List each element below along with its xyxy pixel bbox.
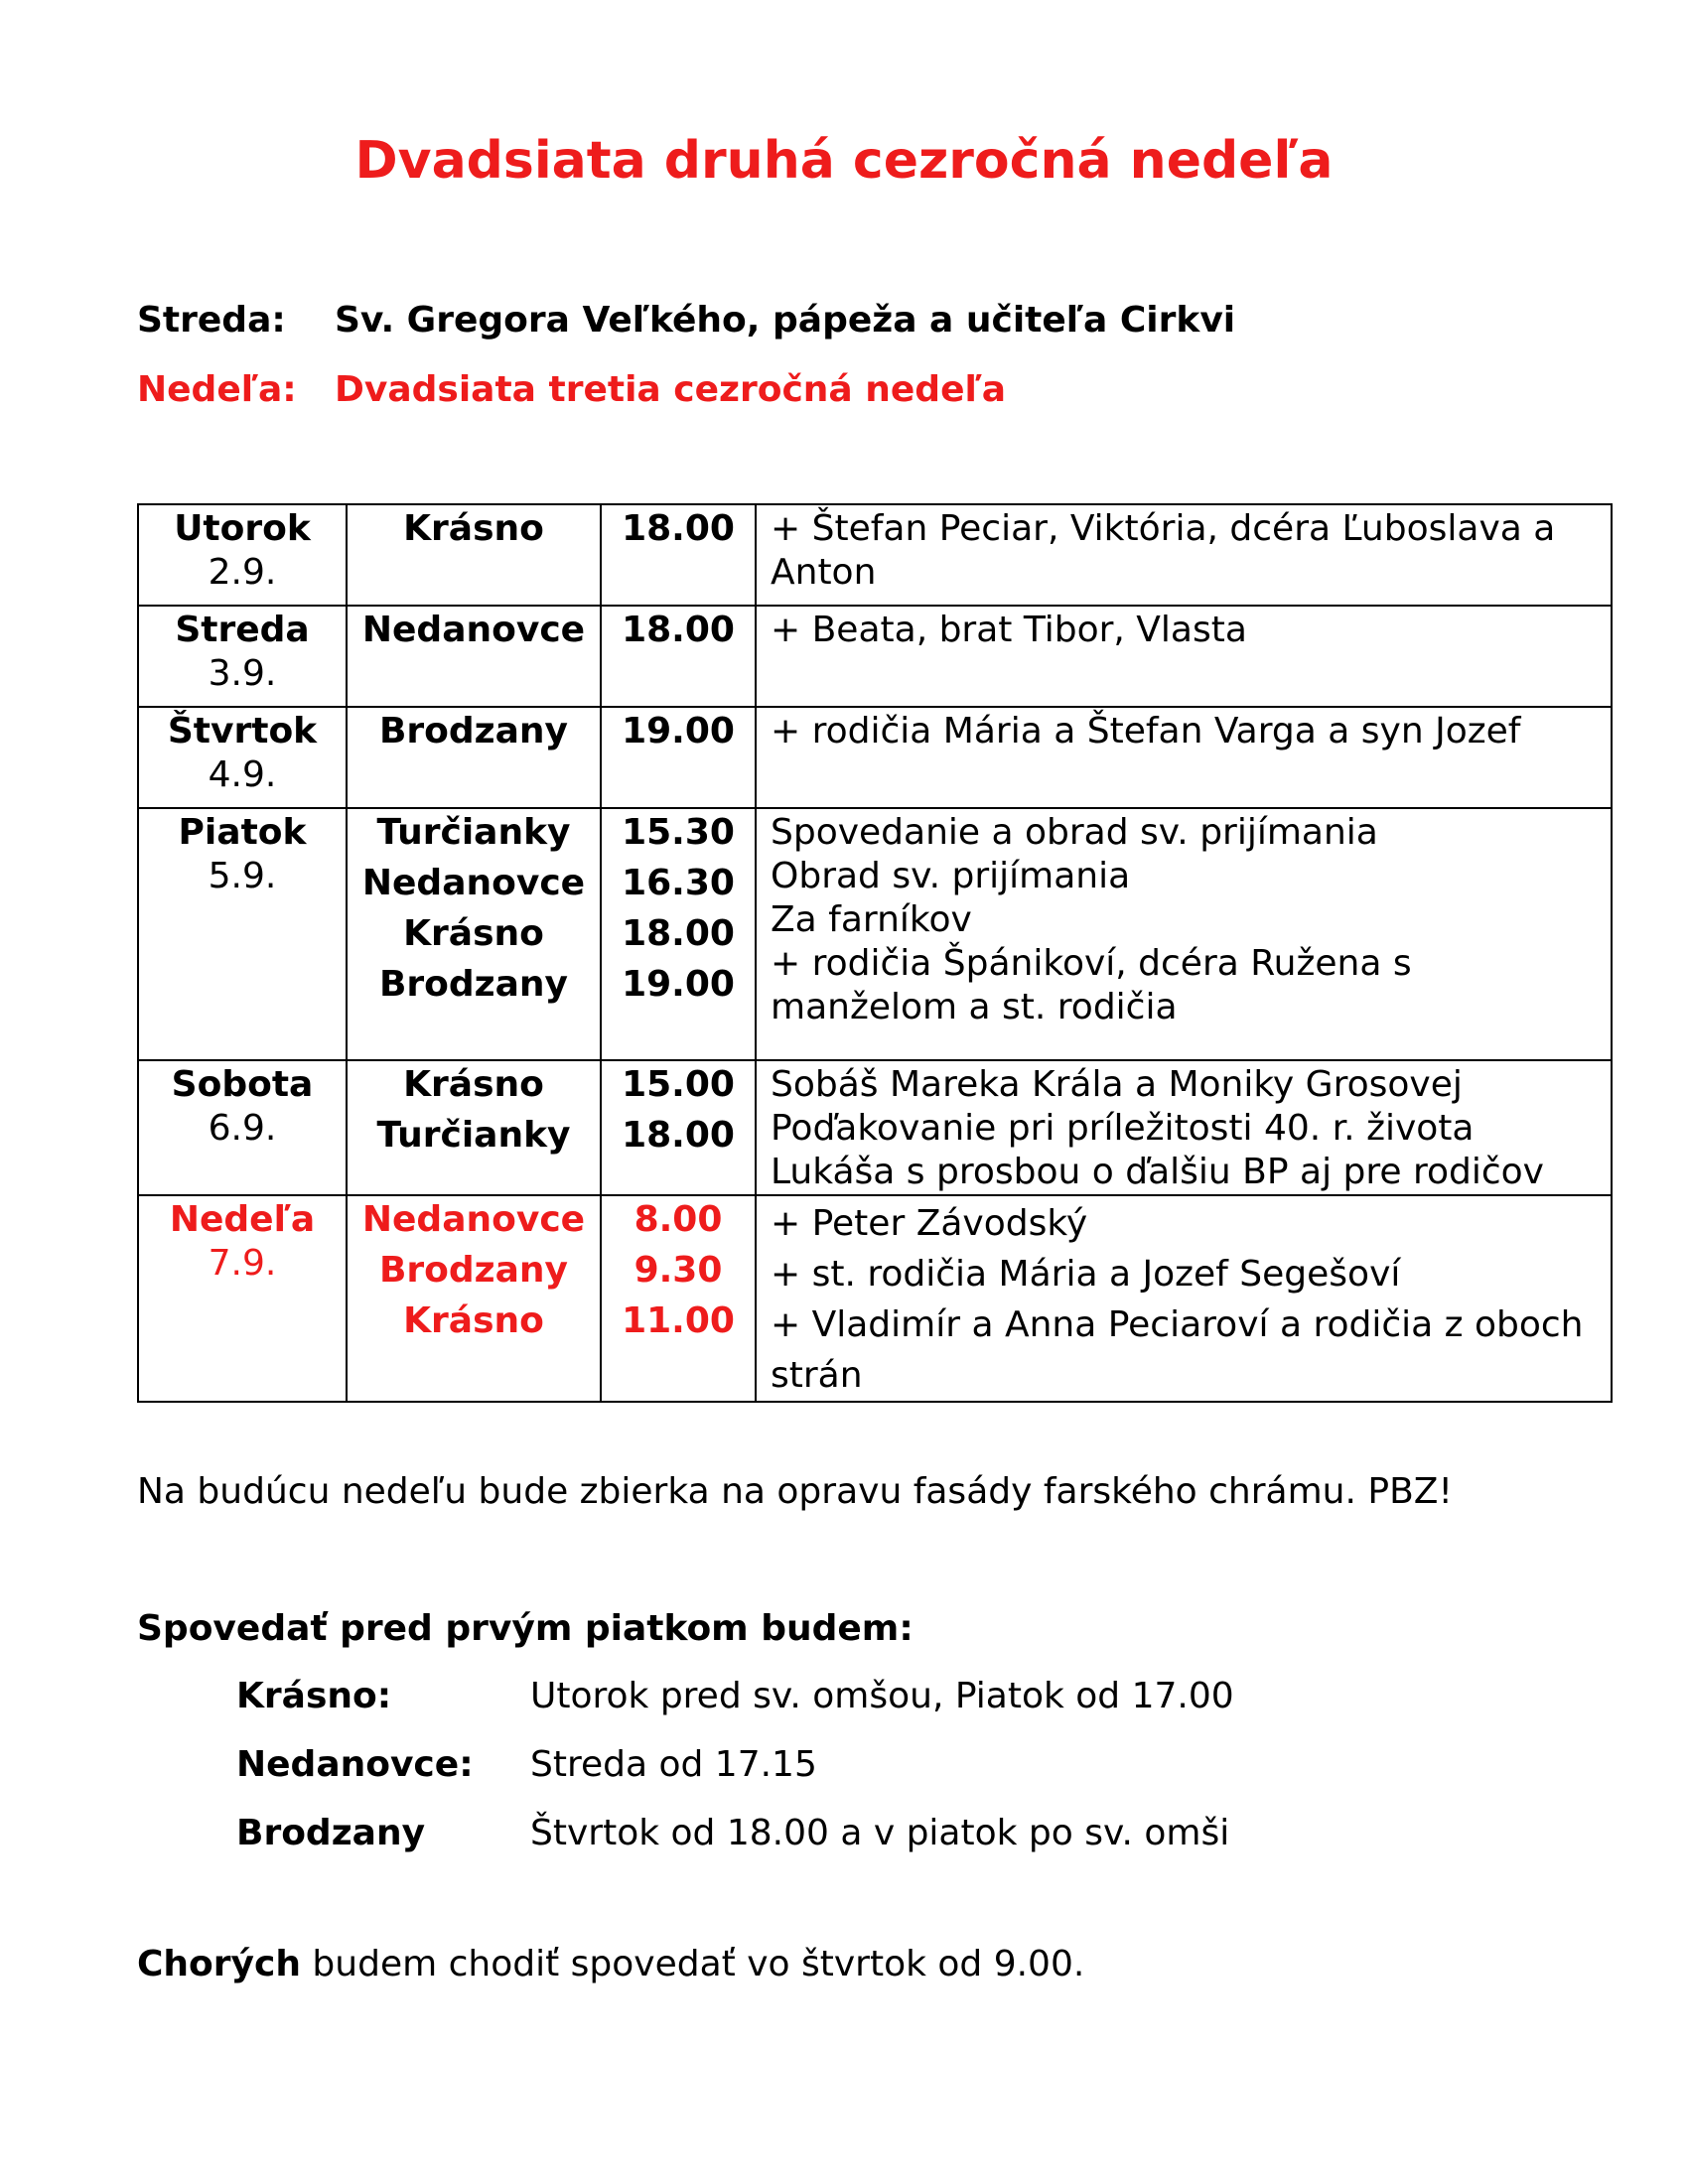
- time-cell: [601, 504, 756, 606]
- intention-cell: [756, 1195, 1612, 1402]
- day-cell: [138, 1060, 347, 1195]
- table-row: [138, 1060, 1612, 1195]
- place: Nedanovce: [361, 610, 586, 650]
- day-date: 2.9.: [208, 552, 277, 593]
- time: 8.00: [633, 1199, 723, 1240]
- day-date: 5.9.: [208, 856, 277, 896]
- confession-row: [236, 1744, 817, 1785]
- time-cell: [601, 1060, 756, 1195]
- time-cell: [601, 707, 756, 808]
- intention: Obrad sv. prijímania: [771, 856, 1131, 896]
- place: Krásno: [403, 1300, 544, 1341]
- day-name: Streda: [175, 610, 310, 650]
- confession-text: Streda od 17.15: [530, 1744, 817, 1785]
- intention: Spovedanie a obrad sv. prijímania: [771, 812, 1378, 853]
- intention: + Peter Závodský: [771, 1203, 1088, 1244]
- confession-heading: Spovedať pred prvým piatkom budem:: [137, 1608, 914, 1649]
- place: Krásno: [403, 508, 544, 549]
- day-cell: [138, 1195, 347, 1402]
- intention-cell: [756, 707, 1612, 808]
- time: 18.00: [622, 913, 735, 954]
- intention-cell: [756, 1060, 1612, 1195]
- place: Brodzany: [378, 964, 569, 1005]
- sick-bold: Chorých: [137, 1944, 301, 1984]
- confession-row: [236, 1676, 1234, 1716]
- day-name: Utorok: [174, 508, 311, 549]
- intention: + Vladimír a Anna Peciaroví a rodičia z oboch strán: [771, 1304, 1584, 1396]
- time: 18.00: [622, 610, 735, 650]
- time: 16.30: [622, 863, 735, 903]
- place: Nedanovce: [361, 863, 586, 903]
- time-cell: [601, 808, 756, 1060]
- place-cell: [347, 606, 601, 707]
- intention-cell: [756, 606, 1612, 707]
- table-row: [138, 606, 1612, 707]
- time: 15.00: [622, 1064, 735, 1105]
- feast-wednesday: [137, 300, 1235, 341]
- feast-label: Nedeľa:: [137, 369, 297, 410]
- feast-label: Streda:: [137, 300, 286, 341]
- sick-visits-note: [137, 1944, 1084, 1984]
- time: 11.00: [622, 1300, 735, 1341]
- sick-text: budem chodiť spovedať vo štvrtok od 9.00.: [300, 1944, 1085, 1984]
- collection-note: Na budúcu nedeľu bude zbierka na opravu fasády farského chrámu. PBZ!: [137, 1471, 1453, 1512]
- day-cell: [138, 707, 347, 808]
- place: Turčianky: [376, 812, 571, 853]
- confession-place: Nedanovce:: [236, 1744, 474, 1785]
- mass-schedule-table: [137, 503, 1613, 1403]
- table-row: [138, 808, 1612, 1060]
- intention-cell: [756, 808, 1612, 1060]
- time: 18.00: [622, 508, 735, 549]
- time-cell: [601, 1195, 756, 1402]
- place: Krásno: [403, 1064, 544, 1105]
- place: Turčianky: [376, 1115, 571, 1156]
- intention: + Štefan Peciar, Viktória, dcéra Ľuboslava a Anton: [771, 508, 1556, 593]
- intention: + rodičia Mária a Štefan Varga a syn Jozef: [771, 711, 1521, 751]
- confession-text: Utorok pred sv. omšou, Piatok od 17.00: [530, 1676, 1234, 1716]
- place-cell: [347, 808, 601, 1060]
- feast-text: Sv. Gregora Veľkého, pápeža a učiteľa Cirkvi: [335, 300, 1236, 341]
- confession-row: [236, 1813, 1229, 1853]
- day-cell: [138, 808, 347, 1060]
- intention-cell: [756, 504, 1612, 606]
- day-date: 6.9.: [208, 1108, 277, 1149]
- intention: + rodičia Špánikoví, dcéra Ružena s manželom a st. rodičia: [771, 943, 1412, 1027]
- intention: Poďakovanie pri príležitosti 40. r. života Lukáša s prosbou o ďalšiu BP aj pre rodičov: [771, 1108, 1544, 1192]
- day-date: 3.9.: [208, 653, 277, 694]
- place-cell: [347, 504, 601, 606]
- intention: + Beata, brat Tibor, Vlasta: [771, 610, 1247, 650]
- table-row: [138, 1195, 1612, 1402]
- place: Krásno: [403, 913, 544, 954]
- table-row: [138, 707, 1612, 808]
- time: 15.30: [622, 812, 735, 853]
- day-name: Nedeľa: [169, 1199, 316, 1240]
- feast-text: Dvadsiata tretia cezročná nedeľa: [335, 369, 1007, 410]
- time: 9.30: [633, 1250, 723, 1291]
- day-name: Sobota: [171, 1064, 314, 1105]
- place: Nedanovce: [361, 1199, 586, 1240]
- time: 18.00: [622, 1115, 735, 1156]
- confession-text: Štvrtok od 18.00 a v piatok po sv. omši: [530, 1813, 1230, 1853]
- feast-sunday: [137, 369, 1006, 410]
- confession-place: Krásno:: [236, 1676, 392, 1716]
- intention: + st. rodičia Mária a Jozef Segešoví: [771, 1254, 1401, 1295]
- intention: Za farníkov: [771, 899, 972, 940]
- table-row: [138, 504, 1612, 606]
- place: Brodzany: [378, 711, 569, 751]
- day-name: Štvrtok: [167, 711, 318, 751]
- day-name: Piatok: [178, 812, 307, 853]
- confession-place: Brodzany: [236, 1813, 426, 1853]
- place-cell: [347, 1195, 601, 1402]
- intention: Sobáš Mareka Krála a Moniky Grosovej: [771, 1064, 1463, 1105]
- time-cell: [601, 606, 756, 707]
- day-cell: [138, 606, 347, 707]
- place-cell: [347, 1060, 601, 1195]
- day-cell: [138, 504, 347, 606]
- day-date: 7.9.: [208, 1243, 277, 1284]
- time: 19.00: [622, 711, 735, 751]
- time: 19.00: [622, 964, 735, 1005]
- day-date: 4.9.: [208, 754, 277, 795]
- page-title: Dvadsiata druhá cezročná nedeľa: [354, 131, 1334, 191]
- place-cell: [347, 707, 601, 808]
- place: Brodzany: [378, 1250, 569, 1291]
